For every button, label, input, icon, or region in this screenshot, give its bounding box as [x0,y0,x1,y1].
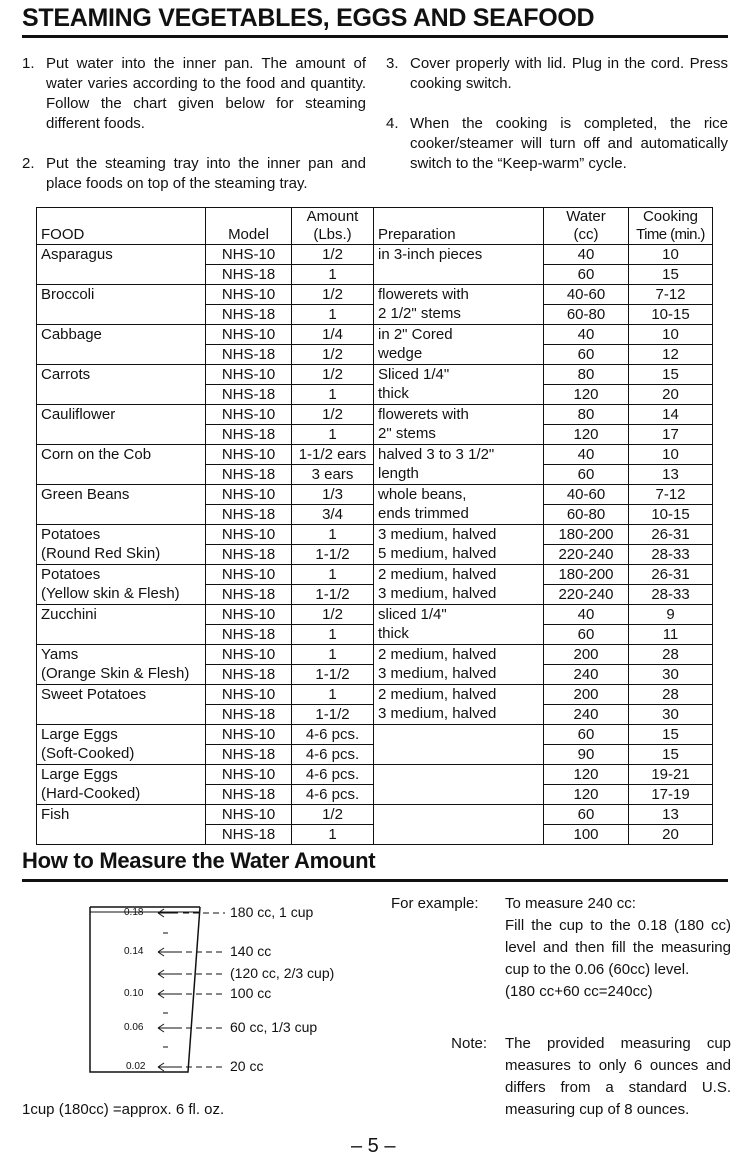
note-label: Note: [451,1035,487,1052]
cooking-time-cell: 26-31 [629,525,713,545]
model-cell: NHS-18 [206,345,292,365]
model-cell: NHS-10 [206,565,292,585]
step-text: When the cooking is completed, the rice cooker/steamer will turn off and automatically switch to the “Keep-warm” cycle. [410,115,728,172]
cooking-time-cell: 9 [629,605,713,625]
food-cell: Potatoes [37,565,206,585]
table-row [37,645,713,665]
amount-cell: 3/4 [292,505,374,525]
table-row [37,665,713,685]
preparation-cell: flowerets with [374,405,544,425]
food-cell [37,345,206,365]
water-cell: 200 [544,645,629,665]
preparation-cell: length [374,465,544,485]
table-row [37,825,713,845]
water-cell: 40 [544,605,629,625]
food-cell [37,425,206,445]
preparation-cell: 5 medium, halved [374,545,544,565]
preparation-cell: in 2" Cored [374,325,544,345]
food-cell: Potatoes [37,525,206,545]
step-number: 3. [386,55,399,72]
step-number: 2. [22,155,35,172]
cooking-time-cell: 20 [629,385,713,405]
cooking-time-cell: 14 [629,405,713,425]
preparation-cell: 3 medium, halved [374,585,544,605]
table-row [37,805,713,825]
cooking-time-cell: 30 [629,705,713,725]
cup-label-60: 60 cc, 1/3 cup [230,1019,318,1035]
step-number: 4. [386,115,399,132]
model-cell: NHS-10 [206,285,292,305]
model-cell: NHS-18 [206,545,292,565]
water-cell: 180-200 [544,525,629,545]
steaming-chart [36,207,713,845]
cooking-time-cell: 13 [629,805,713,825]
model-cell: NHS-10 [206,365,292,385]
model-cell: NHS-10 [206,605,292,625]
water-cell: 60 [544,265,629,285]
table-row [37,425,713,445]
preparation-cell: sliced 1/4" [374,605,544,625]
water-cell: 80 [544,405,629,425]
header-model: Model [206,208,292,245]
table-row [37,765,713,785]
water-cell: 40-60 [544,285,629,305]
preparation-cell: 2 medium, halved [374,645,544,665]
preparation-cell: wedge [374,345,544,365]
food-cell [37,505,206,525]
amount-cell: 1-1/2 ears [292,445,374,465]
food-cell: Yams [37,645,206,665]
preparation-cell: flowerets with [374,285,544,305]
amount-cell: 4-6 pcs. [292,785,374,805]
cooking-time-cell: 19-21 [629,765,713,785]
step-item [22,154,366,194]
amount-cell: 1 [292,565,374,585]
page-title: STEAMING VEGETABLES, EGGS AND SEAFOOD [22,4,595,32]
water-cell: 90 [544,745,629,765]
water-cell: 100 [544,825,629,845]
table-row [37,465,713,485]
header-cooking-time: Cooking Time (min.) [629,208,713,245]
water-cell: 220-240 [544,545,629,565]
preparation-cell: 2" stems [374,425,544,445]
model-cell: NHS-10 [206,725,292,745]
food-cell: Green Beans [37,485,206,505]
cooking-time-cell: 7-12 [629,285,713,305]
preparation-cell [374,805,544,825]
amount-cell: 1-1/2 [292,585,374,605]
step-item [386,54,728,94]
preparation-cell: 3 medium, halved [374,525,544,545]
cup-mark-018: 0.18 [124,907,144,918]
model-cell: NHS-10 [206,525,292,545]
table-row [37,525,713,545]
model-cell: NHS-18 [206,425,292,445]
preparation-cell: 2 medium, halved [374,685,544,705]
cooking-time-cell: 26-31 [629,565,713,585]
table-row [37,285,713,305]
water-cell: 60-80 [544,305,629,325]
amount-cell: 1/2 [292,605,374,625]
cooking-time-cell: 30 [629,665,713,685]
measure-rule [22,879,728,882]
food-cell: Large Eggs [37,725,206,745]
measure-heading: How to Measure the Water Amount [22,848,376,873]
model-cell: NHS-18 [206,665,292,685]
cooking-time-cell: 28 [629,685,713,705]
amount-cell: 1-1/2 [292,545,374,565]
cooking-time-cell: 15 [629,365,713,385]
model-cell: NHS-10 [206,685,292,705]
water-cell: 120 [544,425,629,445]
amount-cell: 1 [292,685,374,705]
water-cell: 40-60 [544,485,629,505]
model-cell: NHS-18 [206,505,292,525]
table-row [37,585,713,605]
preparation-cell: thick [374,625,544,645]
step-text: Put water into the inner pan. The amount of water varies according to the food and quantity. Follow the chart given below for steaming different foods. [46,55,366,132]
model-cell: NHS-18 [206,785,292,805]
model-cell: NHS-18 [206,385,292,405]
preparation-cell: whole beans, [374,485,544,505]
amount-cell: 1 [292,645,374,665]
food-cell: Asparagus [37,245,206,265]
table-row [37,505,713,525]
food-cell: (Hard-Cooked) [37,785,206,805]
preparation-cell: 3 medium, halved [374,705,544,725]
amount-cell: 1 [292,265,374,285]
water-cell: 60 [544,725,629,745]
amount-cell: 1/2 [292,245,374,265]
cooking-time-cell: 15 [629,745,713,765]
table-row [37,745,713,765]
water-cell: 80 [544,365,629,385]
food-cell: Large Eggs [37,765,206,785]
cooking-time-cell: 28-33 [629,545,713,565]
preparation-cell: in 3-inch pieces [374,245,544,265]
cooking-time-cell: 15 [629,265,713,285]
food-cell: Zucchini [37,605,206,625]
table-row [37,785,713,805]
step-item [386,114,728,174]
amount-cell: 1/2 [292,805,374,825]
model-cell: NHS-10 [206,245,292,265]
amount-cell: 4-6 pcs. [292,745,374,765]
amount-cell: 1 [292,825,374,845]
table-row [37,705,713,725]
cooking-time-cell: 28 [629,645,713,665]
cooking-time-cell: 10 [629,245,713,265]
water-cell: 40 [544,245,629,265]
food-cell: (Round Red Skin) [37,545,206,565]
header-amount: Amount (Lbs.) [292,208,374,245]
cooking-time-cell: 11 [629,625,713,645]
model-cell: NHS-18 [206,585,292,605]
step-text: Cover properly with lid. Plug in the cord. Press cooking switch. [410,55,728,92]
food-cell: Cauliflower [37,405,206,425]
model-cell: NHS-10 [206,645,292,665]
cup-label-100: 100 cc [230,985,272,1001]
header-water: Water (cc) [544,208,629,245]
steps-left [22,54,366,214]
amount-cell: 1 [292,525,374,545]
food-cell [37,385,206,405]
header-food: FOOD [37,208,206,245]
example-label: For example: [391,895,479,912]
cup-mark-002: 0.02 [126,1061,146,1072]
table-row [37,305,713,325]
table-body [37,245,713,845]
cup-label-120: (120 cc, 2/3 cup) [230,965,335,981]
cooking-time-cell: 7-12 [629,485,713,505]
preparation-cell: 2 1/2" stems [374,305,544,325]
food-cell: Broccoli [37,285,206,305]
cooking-time-cell: 10 [629,445,713,465]
food-cell [37,825,206,845]
cup-mark-014: 0.14 [124,946,144,957]
water-cell: 240 [544,665,629,685]
water-cell: 40 [544,445,629,465]
food-cell [37,705,206,725]
step-number: 1. [22,55,35,72]
preparation-cell: 2 medium, halved [374,565,544,585]
water-cell: 120 [544,385,629,405]
food-cell [37,305,206,325]
title-rule [22,35,728,38]
step-item [22,54,366,134]
example-text [505,893,731,1003]
amount-cell: 4-6 pcs. [292,725,374,745]
amount-cell: 1 [292,305,374,325]
table-row [37,445,713,465]
steps-right [386,54,728,194]
cooking-time-cell: 10-15 [629,505,713,525]
table-row [37,605,713,625]
table-row [37,365,713,385]
model-cell: NHS-10 [206,485,292,505]
table-row [37,485,713,505]
amount-cell: 1-1/2 [292,665,374,685]
food-cell: Corn on the Cob [37,445,206,465]
table-row [37,345,713,365]
food-cell [37,465,206,485]
cup-label-180: 180 cc, 1 cup [230,904,314,920]
amount-cell: 1/2 [292,365,374,385]
food-cell [37,625,206,645]
amount-cell: 1/2 [292,285,374,305]
amount-cell: 1 [292,625,374,645]
water-cell: 240 [544,705,629,725]
example-line: To measure 240 cc: [505,895,636,912]
preparation-cell: ends trimmed [374,505,544,525]
amount-cell: 1/4 [292,325,374,345]
amount-cell: 3 ears [292,465,374,485]
page-number: – 5 – [351,1135,396,1157]
cooking-time-cell: 12 [629,345,713,365]
preparation-cell [374,825,544,845]
model-cell: NHS-10 [206,325,292,345]
table-row [37,265,713,285]
amount-cell: 1/2 [292,405,374,425]
water-cell: 180-200 [544,565,629,585]
cup-mark-010: 0.10 [124,988,144,999]
food-cell: Carrots [37,365,206,385]
table-row [37,565,713,585]
example-line: (180 cc+60 cc=240cc) [505,983,653,1000]
cooking-time-cell: 17-19 [629,785,713,805]
example-line: Fill the cup to the 0.18 (180 cc) level and then fill the measuring cup to the 0.06 (60cc) level. [505,917,731,978]
preparation-cell: halved 3 to 3 1/2" [374,445,544,465]
water-cell: 200 [544,685,629,705]
table-row [37,625,713,645]
model-cell: NHS-18 [206,305,292,325]
preparation-cell [374,765,544,785]
model-cell: NHS-10 [206,405,292,425]
cup-footnote: 1cup (180cc) =approx. 6 fl. oz. [22,1101,225,1118]
amount-cell: 1 [292,425,374,445]
amount-cell: 4-6 pcs. [292,765,374,785]
preparation-cell: Sliced 1/4" [374,365,544,385]
amount-cell: 1 [292,385,374,405]
water-cell: 120 [544,765,629,785]
cup-label-140: 140 cc [230,943,272,959]
model-cell: NHS-10 [206,805,292,825]
cooking-time-cell: 15 [629,725,713,745]
cooking-time-cell: 20 [629,825,713,845]
water-cell: 60 [544,465,629,485]
table-header-row [37,208,713,245]
amount-cell: 1/3 [292,485,374,505]
table-row [37,405,713,425]
water-cell: 120 [544,785,629,805]
amount-cell: 1-1/2 [292,705,374,725]
table-row [37,245,713,265]
table-row [37,325,713,345]
model-cell: NHS-18 [206,625,292,645]
water-cell: 60 [544,805,629,825]
preparation-cell [374,785,544,805]
food-cell: Cabbage [37,325,206,345]
preparation-cell: 3 medium, halved [374,665,544,685]
table-row [37,385,713,405]
cooking-time-cell: 17 [629,425,713,445]
model-cell: NHS-10 [206,765,292,785]
table-row [37,685,713,705]
preparation-cell [374,725,544,745]
model-cell: NHS-18 [206,745,292,765]
water-cell: 60-80 [544,505,629,525]
model-cell: NHS-18 [206,825,292,845]
table-row [37,545,713,565]
food-cell: (Orange Skin & Flesh) [37,665,206,685]
model-cell: NHS-18 [206,465,292,485]
food-cell: (Soft-Cooked) [37,745,206,765]
cooking-time-cell: 13 [629,465,713,485]
food-cell: Sweet Potatoes [37,685,206,705]
water-cell: 220-240 [544,585,629,605]
food-cell [37,265,206,285]
step-text: Put the steaming tray into the inner pan and place foods on top of the steaming tray. [46,155,366,192]
food-cell: (Yellow skin & Flesh) [37,585,206,605]
preparation-cell [374,745,544,765]
water-cell: 60 [544,625,629,645]
cup-label-20: 20 cc [230,1058,264,1074]
cooking-time-cell: 10 [629,325,713,345]
amount-cell: 1/2 [292,345,374,365]
note-text: The provided measuring cup measures to only 6 ounces and differs from a standard U.S. measuring cup of 8 ounces. [505,1035,731,1118]
cooking-time-cell: 28-33 [629,585,713,605]
water-cell: 40 [544,325,629,345]
model-cell: NHS-10 [206,445,292,465]
model-cell: NHS-18 [206,705,292,725]
measuring-cup-diagram [60,895,400,1085]
header-preparation: Preparation [374,208,544,245]
water-cell: 60 [544,345,629,365]
food-cell: Fish [37,805,206,825]
model-cell: NHS-18 [206,265,292,285]
table-row [37,725,713,745]
cup-mark-006: 0.06 [124,1022,144,1033]
preparation-cell [374,265,544,285]
preparation-cell: thick [374,385,544,405]
cooking-time-cell: 10-15 [629,305,713,325]
